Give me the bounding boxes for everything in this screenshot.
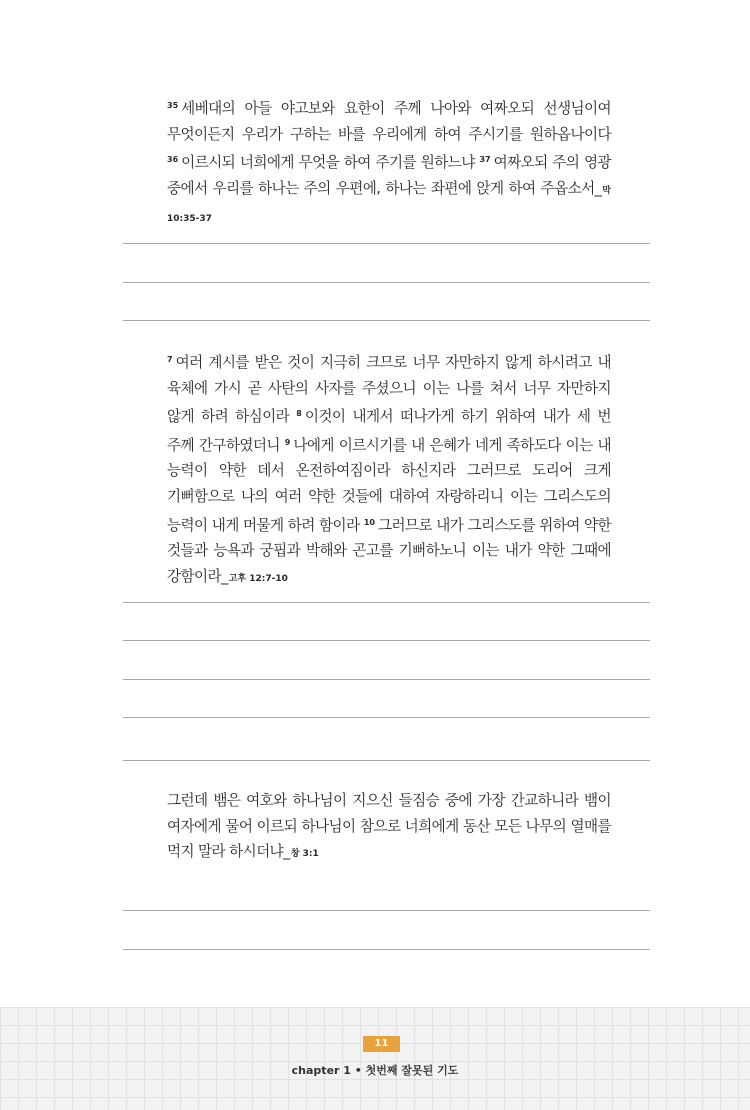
scripture-passage-genesis bbox=[167, 788, 611, 868]
verse-text: 여짜오되 주의 영광 중에서 우리를 하나는 주의 우편에, 하나는 좌편에 앉게 하여 주옵소서_ bbox=[167, 154, 612, 197]
writing-line bbox=[123, 320, 650, 321]
writing-line bbox=[123, 602, 650, 603]
verse-text: 이것이 내게서 떠나가게 하기 위하여 내가 세 번 주께 간구하였더니 bbox=[167, 408, 611, 454]
verse-text: 나에게 이르시기를 내 은혜가 네게 족하도다 이는 내 능력이 약한 데서 온전하여짐이라 하신지라 그러므로 도리어 크게 기뻐함으로 나의 여러 약한 것들에 대하여 자랑하리니 이는 그리스도의 능력이 내게 머물게 하려 함이라 bbox=[167, 436, 611, 534]
scripture-reference: 고후 12:7-10 bbox=[228, 573, 288, 584]
scripture-reference: 창 3:1 bbox=[290, 849, 319, 860]
page-number-badge: 11 bbox=[363, 1036, 400, 1052]
chapter-title: 첫번째 잘못된 기도 bbox=[365, 1064, 459, 1077]
writing-line bbox=[123, 640, 650, 641]
scripture-reference: 막 10:35-37 bbox=[167, 185, 611, 225]
footer-grid-band bbox=[0, 1007, 750, 1110]
chapter-running-footer bbox=[0, 1062, 750, 1078]
writing-line bbox=[123, 282, 650, 283]
verse-number: 37 bbox=[479, 155, 491, 165]
writing-line bbox=[123, 679, 650, 680]
verse-number: 36 bbox=[167, 155, 179, 165]
writing-line bbox=[123, 717, 650, 718]
writing-line bbox=[123, 910, 650, 911]
verse-text: 그런데 뱀은 여호와 하나님이 지으신 들짐승 중에 가장 간교하니라 뱀이 여자에게 물어 이르되 하나님이 참으로 너희에게 동산 모든 나무의 열매를 먹지 말라 하시더냐_ bbox=[167, 792, 611, 861]
writing-line bbox=[123, 243, 650, 244]
verse-number: 8 bbox=[296, 409, 302, 419]
verse-number: 9 bbox=[284, 437, 291, 447]
chapter-label: chapter 1 bbox=[291, 1064, 351, 1077]
verse-number: 7 bbox=[167, 355, 173, 364]
scripture-passage-mark bbox=[167, 93, 611, 233]
scripture-passage-2corinthians bbox=[167, 347, 611, 592]
verse-text: 그러므로 내가 그리스도를 위하여 약한 것들과 능욕과 궁핍과 박해와 곤고를 기뻐하노니 이는 내가 약한 그때에 강함이라_ bbox=[167, 516, 611, 585]
writing-line bbox=[123, 949, 650, 950]
writing-line bbox=[123, 760, 650, 761]
verse-number: 10 bbox=[363, 517, 375, 527]
verse-text: 여러 계시를 받은 것이 지극히 크므로 너무 자만하지 않게 하시려고 내 육체에 가시 곧 사탄의 사자를 주셨으니 이는 나를 쳐서 너무 자만하지 않게 하려 하심이라 bbox=[167, 354, 611, 426]
verse-text: 세베대의 아들 야고보와 요한이 주께 나아와 여짜오되 선생님이여 무엇이든지 우리가 구하는 바를 우리에게 하여 주시기를 원하옵나이다 bbox=[167, 100, 611, 143]
verse-number: 35 bbox=[167, 101, 179, 110]
verse-text: 이르시되 너희에게 무엇을 하여 주기를 원하느냐 bbox=[181, 154, 480, 172]
bullet-separator: • bbox=[354, 1064, 362, 1077]
